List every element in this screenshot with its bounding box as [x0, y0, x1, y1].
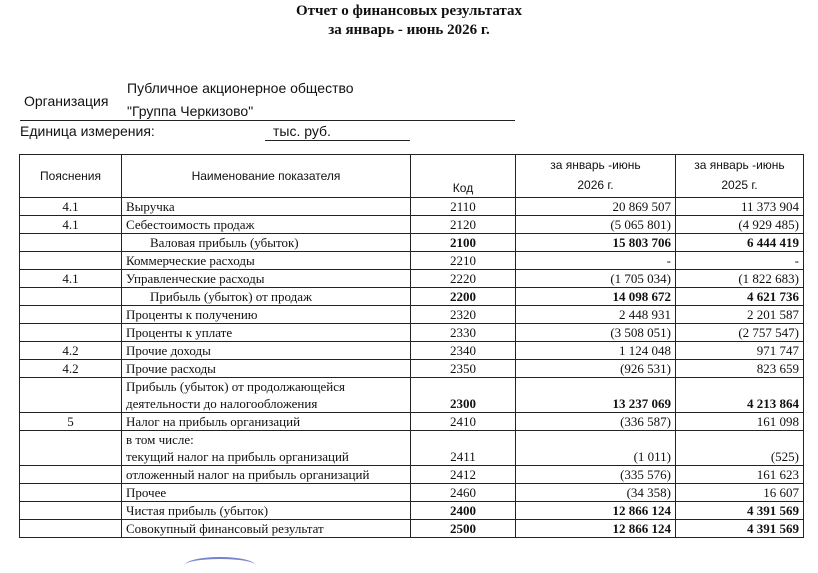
row-note	[20, 234, 122, 252]
row-name	[122, 431, 411, 466]
row-value-2026: -	[516, 252, 676, 270]
signature-mark	[185, 557, 255, 573]
row-value-2026: (926 531)	[516, 360, 676, 378]
row-code: 2220	[411, 270, 516, 288]
row-value-2026: 1 124 048	[516, 342, 676, 360]
row-note	[20, 484, 122, 502]
row-note	[20, 324, 122, 342]
row-value-2025: 971 747	[676, 342, 804, 360]
row-code: 2411	[411, 431, 516, 466]
row-code: 2300	[411, 378, 516, 413]
row-note	[20, 288, 122, 306]
organization-name-line1: Публичное акционерное общество	[127, 80, 354, 96]
row-value-2026: 20 869 507	[516, 198, 676, 216]
row-code: 2320	[411, 306, 516, 324]
row-name: Чистая прибыль (убыток)	[122, 502, 411, 520]
row-name: Налог на прибыль организаций	[122, 413, 411, 431]
report-period: за январь - июнь 2026 г.	[328, 22, 490, 38]
table-row	[20, 270, 804, 288]
row-name: Управленческие расходы	[122, 270, 411, 288]
row-value-2025: 6 444 419	[676, 234, 804, 252]
table-header-row	[20, 155, 804, 198]
row-value-2026: 14 098 672	[516, 288, 676, 306]
row-name: Коммерческие расходы	[122, 252, 411, 270]
row-name: Проценты к получению	[122, 306, 411, 324]
header-period-2026-line2: 2026 г.	[577, 178, 614, 192]
table-row	[20, 216, 804, 234]
table-row	[20, 484, 804, 502]
row-name: Прибыль (убыток) от продаж	[122, 288, 411, 306]
row-value-2026: 12 866 124	[516, 502, 676, 520]
row-code: 2350	[411, 360, 516, 378]
row-value-2026: (336 587)	[516, 413, 676, 431]
row-note	[20, 306, 122, 324]
row-code: 2400	[411, 502, 516, 520]
row-name: Совокупный финансовый результат	[122, 520, 411, 538]
row-name: Прочее	[122, 484, 411, 502]
row-value-2025: 4 621 736	[676, 288, 804, 306]
table-row	[20, 252, 804, 270]
row-name: Себестоимость продаж	[122, 216, 411, 234]
row-code: 2120	[411, 216, 516, 234]
row-code: 2460	[411, 484, 516, 502]
header-period-2025-line1: за январь -июнь	[694, 158, 785, 172]
row-code: 2330	[411, 324, 516, 342]
row-value-2025: 4 391 569	[676, 502, 804, 520]
row-value-2026: (5 065 801)	[516, 216, 676, 234]
row-code: 2340	[411, 342, 516, 360]
row-name-line2: деятельности до налогообложения	[126, 396, 318, 411]
row-name	[122, 378, 411, 413]
row-name: Прочие расходы	[122, 360, 411, 378]
table-row	[20, 306, 804, 324]
organization-underline	[20, 120, 515, 121]
row-note	[20, 252, 122, 270]
row-code: 2500	[411, 520, 516, 538]
row-value-2025: 4 391 569	[676, 520, 804, 538]
header-period-2025	[676, 155, 804, 198]
unit-value: тыс. руб.	[273, 123, 331, 139]
table-row	[20, 502, 804, 520]
table-row	[20, 520, 804, 538]
row-value-2026: 13 237 069	[516, 378, 676, 413]
row-name-line1: Прибыль (убыток) от продолжающейся	[126, 379, 345, 394]
header-period-2026-line1: за январь -июнь	[550, 158, 641, 172]
row-name: отложенный налог на прибыль организаций	[122, 466, 411, 484]
row-note	[20, 431, 122, 466]
row-name: Выручка	[122, 198, 411, 216]
row-value-2025: 16 607	[676, 484, 804, 502]
row-value-2026: (1 011)	[516, 431, 676, 466]
row-value-2025: (1 822 683)	[676, 270, 804, 288]
row-value-2025: 2 201 587	[676, 306, 804, 324]
row-value-2026: 15 803 706	[516, 234, 676, 252]
report-title: Отчет о финансовых результатах	[295, 3, 522, 19]
row-value-2026: 2 448 931	[516, 306, 676, 324]
header-note: Пояснения	[20, 155, 122, 198]
table-row	[20, 342, 804, 360]
row-name-line1: в том числе:	[126, 432, 194, 447]
row-note	[20, 520, 122, 538]
row-value-2025: 11 373 904	[676, 198, 804, 216]
row-note: 4.2	[20, 360, 122, 378]
unit-label: Единица измерения:	[20, 123, 155, 139]
table-row	[20, 466, 804, 484]
header-name: Наименование показателя	[122, 155, 411, 198]
row-value-2026: (3 508 051)	[516, 324, 676, 342]
row-name: Валовая прибыль (убыток)	[122, 234, 411, 252]
row-value-2025: (4 929 485)	[676, 216, 804, 234]
organization-name-line2: "Группа Черкизово"	[127, 103, 254, 119]
row-note: 4.1	[20, 270, 122, 288]
row-name-line2: текущий налог на прибыль организаций	[126, 449, 349, 464]
row-code: 2210	[411, 252, 516, 270]
table-row	[20, 413, 804, 431]
financial-results-table	[19, 154, 804, 538]
row-value-2025: 4 213 864	[676, 378, 804, 413]
table-row	[20, 360, 804, 378]
header-period-2026	[516, 155, 676, 198]
table-row	[20, 198, 804, 216]
row-value-2026: (34 358)	[516, 484, 676, 502]
row-value-2026: 12 866 124	[516, 520, 676, 538]
row-note	[20, 466, 122, 484]
row-note	[20, 502, 122, 520]
row-code: 2100	[411, 234, 516, 252]
row-note: 5	[20, 413, 122, 431]
row-code: 2410	[411, 413, 516, 431]
row-value-2026: (1 705 034)	[516, 270, 676, 288]
row-value-2025: -	[676, 252, 804, 270]
row-value-2025: (2 757 547)	[676, 324, 804, 342]
row-code: 2412	[411, 466, 516, 484]
row-name: Проценты к уплате	[122, 324, 411, 342]
row-name: Прочие доходы	[122, 342, 411, 360]
table-row	[20, 431, 804, 466]
organization-label: Организация	[24, 93, 109, 109]
row-code: 2110	[411, 198, 516, 216]
header-code: Код	[411, 155, 516, 198]
row-value-2025: (525)	[676, 431, 804, 466]
row-value-2026: (335 576)	[516, 466, 676, 484]
unit-underline	[265, 140, 410, 141]
row-note	[20, 378, 122, 413]
table-row	[20, 378, 804, 413]
row-note: 4.1	[20, 198, 122, 216]
table-row	[20, 234, 804, 252]
row-code: 2200	[411, 288, 516, 306]
row-note: 4.2	[20, 342, 122, 360]
table-row	[20, 288, 804, 306]
header-period-2025-line2: 2025 г.	[721, 178, 758, 192]
row-value-2025: 161 623	[676, 466, 804, 484]
row-value-2025: 823 659	[676, 360, 804, 378]
row-note: 4.1	[20, 216, 122, 234]
table-row	[20, 324, 804, 342]
row-value-2025: 161 098	[676, 413, 804, 431]
